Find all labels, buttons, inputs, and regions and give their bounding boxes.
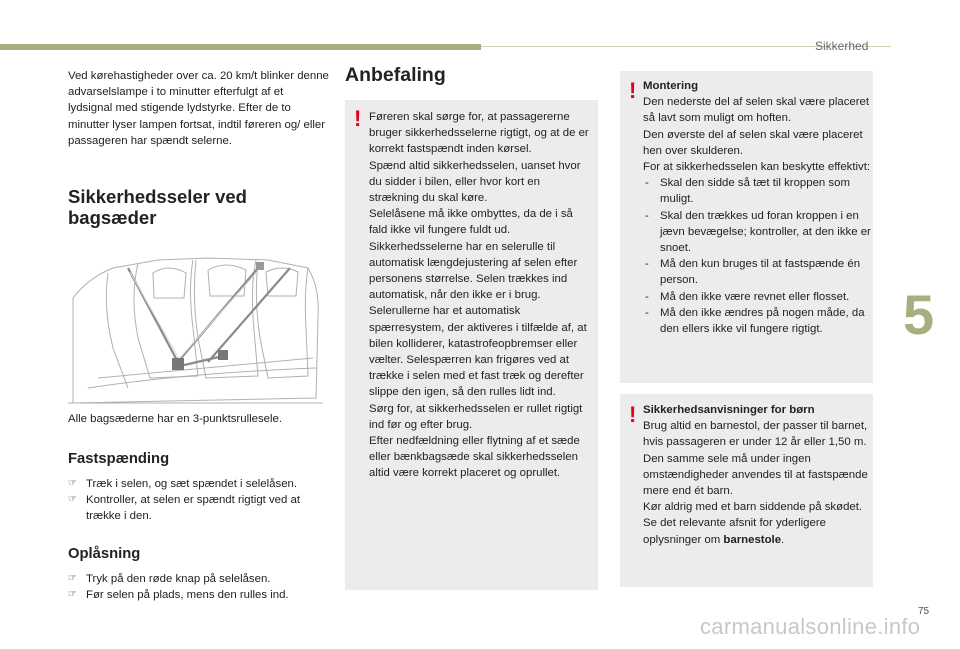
warning-icon: ! <box>629 78 637 103</box>
fastening-heading: Fastspænding <box>68 451 170 467</box>
child-seats-reference: barnestole <box>723 533 782 546</box>
warning-icon: ! <box>629 402 637 427</box>
list-item: ☞ Kontroller, at selen er spændt rigtigt ved at trække i den. <box>68 494 301 523</box>
recommendation-text: Føreren skal sørge for, at passagererne bruger sikkerhedsselerne rigtigt, og at de er korrekt fastspændt inden kørsel. Spænd altid sikkerhedsselen, uanset hvor du sidder i bilen, eller hvor kort en strækning du skal køre. Selelåsene må ikke ombyttes, da de i så fald ikke vil fungere fuldt ud. Sikkerhedsselerne har en selerulle til automatisk længdejustering af selen efter personens størrelse. Selen trækkes ind automatisk, når den ikke er i brug. Selerullerne har et automatisk spærresystem, der aktiveres i tilfælde af, at bilen kolliderer, katastrofeopbremser eller vælter. Selespærren kan frigøres ved at trække i selen med et fast træk og derefter slippe den igen, så den rulles lidt ind. Sørg for, at sikkerhedsselen er rullet rigtigt ind før og efter brug. Efter nedfældning eller flytning af et sæde eller bænkbagsæde skal sikkerhedsselen altid være korrekt placeret og oprullet. <box>369 111 589 480</box>
list-item: ☞ Træk i selen, og sæt spændet i selelåsen. <box>68 476 330 492</box>
finger-pointer-icon: ☞ <box>68 573 77 584</box>
watermark: carmanualsonline.info <box>700 614 921 639</box>
intro-paragraph: Ved kørehastigheder over ca. 20 km/t blinker denne advarselslampe i to minutter efterfulgt af et lydsignal med stigende lydstyrke. Efter de to minutter lyser lampen fortsat, indtil føreren og/ eller passageren har spændt selerne. <box>68 70 329 147</box>
unlocking-list <box>68 571 330 603</box>
finger-pointer-icon: ☞ <box>68 494 77 506</box>
list-item: - Skal den trækkes ud foran kroppen i en jævn bevægelse; kontroller, at den ikke er snoet. <box>645 209 871 255</box>
list-item: - Må den ikke ændres på nogen måde, da den ellers ikke vil fungere rigtigt. <box>645 306 865 336</box>
page-number: 75 <box>918 606 930 617</box>
mounting-title: Montering <box>643 80 699 92</box>
recommendation-box <box>345 100 598 590</box>
mounting-box <box>620 71 873 383</box>
list-item: ☞ Tryk på den røde knap på selelåsen. <box>68 571 330 587</box>
fastening-list <box>68 476 330 525</box>
mounting-text: Den nederste del af selen skal være placeret så lavt som muligt om hoften. Den øverste del af selen skal være placeret hen over skulderen. For at sikkerhedsselen kan beskytte effektivt: <box>643 96 871 174</box>
rear-seatbelts-heading: Sikkerhedsseler ved bagsæder <box>68 186 247 228</box>
section-title: Sikkerhed <box>815 39 869 53</box>
children-text: Brug altid en barnestol, der passer til barnet, hvis passageren er under 12 år eller 1,50 m. Den samme sele må under ingen omstændigheder anvendes til at fastspænde mere end ét barn. Kør aldrig med et barn siddende på skødet. Se det relevante afsnit for yderligere oplysninger om barnestole. <box>643 420 868 546</box>
warning-icon: ! <box>354 106 362 131</box>
recommendation-heading: Anbefaling <box>345 64 446 86</box>
illustration-caption: Alle bagsæderne har en 3-punktsrullesele. <box>68 413 283 425</box>
list-item: - Må den kun bruges til at fastspænde én person. <box>645 258 861 287</box>
children-safety-box <box>620 394 873 587</box>
list-item: - Skal den sidde så tæt til kroppen som muligt. <box>645 177 850 206</box>
header-accent-bar <box>0 44 481 50</box>
finger-pointer-icon: ☞ <box>68 478 77 489</box>
mounting-list <box>643 175 871 337</box>
children-title: Sikkerhedsanvisninger for børn <box>643 404 815 416</box>
chapter-number: 5 <box>903 283 935 346</box>
finger-pointer-icon: ☞ <box>68 589 77 601</box>
list-item: ☞ Før selen på plads, mens den rulles ind. <box>68 587 330 603</box>
rear-seat-illustration <box>68 238 323 408</box>
list-item: - Må den ikke være revnet eller flosset. <box>645 290 850 303</box>
unlocking-heading: Oplåsning <box>68 546 141 562</box>
